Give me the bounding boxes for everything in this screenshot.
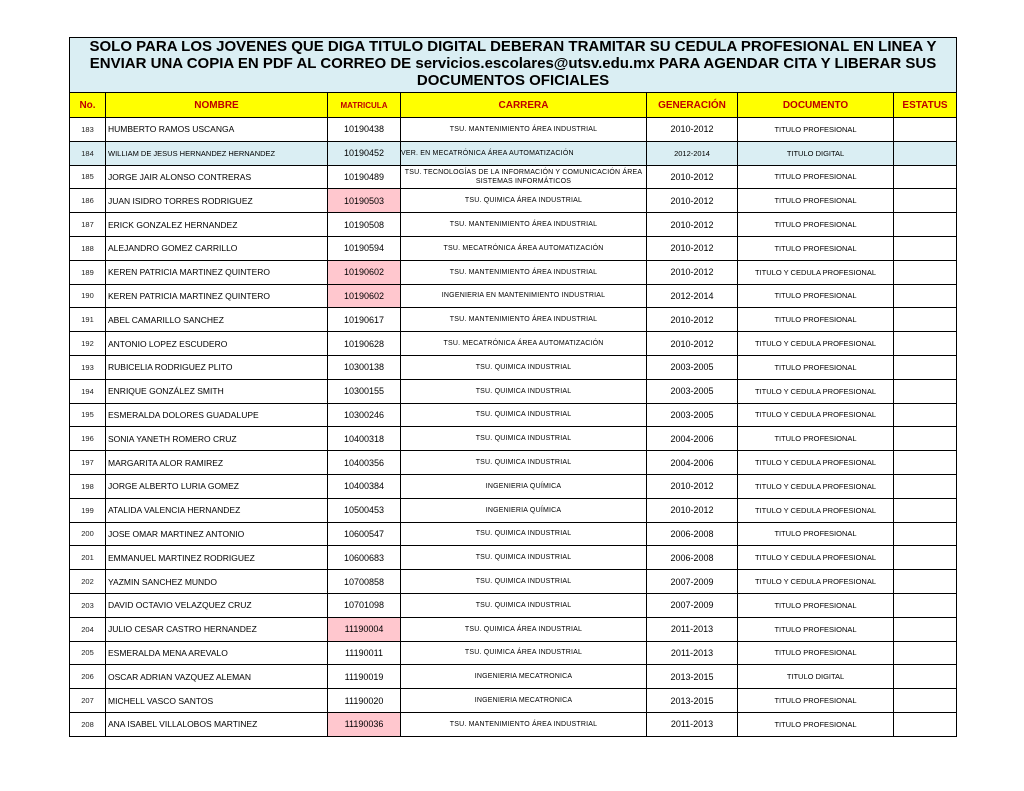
table-row [70,498,957,522]
generacion-cell[interactable]: 2012-2014 [647,141,738,165]
matricula-cell[interactable]: 10190489 [328,165,401,189]
documento-cell[interactable]: TITULO Y CEDULA PROFESIONAL [738,451,894,475]
carrera-cell[interactable]: INGENIERIA EN MANTENIMIENTO INDUSTRIAL [401,284,647,308]
col-header-generacion[interactable]: GENERACIÓN [647,93,738,118]
matricula-cell[interactable]: 10701098 [328,593,401,617]
estatus-cell[interactable] [894,546,957,570]
col-header-documento[interactable]: DOCUMENTO [738,93,894,118]
matricula-cell[interactable]: 10300138 [328,355,401,379]
estatus-cell[interactable] [894,522,957,546]
carrera-cell[interactable]: TSU. MANTENIMIENTO ÁREA INDUSTRIAL [401,213,647,237]
matricula-cell[interactable]: 10190438 [328,118,401,142]
generacion-cell[interactable]: 2013-2015 [647,689,738,713]
generacion-cell[interactable]: 2006-2008 [647,546,738,570]
row-number-cell[interactable]: 190 [70,284,106,308]
documento-cell[interactable]: TITULO PROFESIONAL [738,617,894,641]
row-number-cell[interactable]: 199 [70,498,106,522]
nombre-cell[interactable]: JORGE ALBERTO LURIA GOMEZ [106,474,328,498]
row-number-cell[interactable]: 194 [70,379,106,403]
row-number-cell[interactable]: 197 [70,451,106,475]
nombre-cell[interactable]: ESMERALDA MENA AREVALO [106,641,328,665]
table-row [70,236,957,260]
estatus-cell[interactable] [894,712,957,736]
matricula-cell[interactable]: 11190036 [328,712,401,736]
estatus-cell[interactable] [894,118,957,142]
documento-cell[interactable]: TITULO PROFESIONAL [738,189,894,213]
documento-cell[interactable]: TITULO PROFESIONAL [738,522,894,546]
row-number-cell[interactable]: 196 [70,427,106,451]
estatus-cell[interactable] [894,141,957,165]
nombre-cell[interactable]: KEREN PATRICIA MARTINEZ QUINTERO [106,260,328,284]
documento-cell[interactable]: TITULO PROFESIONAL [738,427,894,451]
nombre-cell[interactable]: KEREN PATRICIA MARTINEZ QUINTERO [106,284,328,308]
nombre-cell[interactable]: MICHELL VASCO SANTOS [106,689,328,713]
generacion-cell[interactable]: 2003-2005 [647,403,738,427]
nombre-cell[interactable]: OSCAR ADRIAN VAZQUEZ ALEMAN [106,665,328,689]
documento-cell[interactable]: TITULO Y CEDULA PROFESIONAL [738,570,894,594]
matricula-cell[interactable]: 10400384 [328,474,401,498]
carrera-cell[interactable]: TSU. QUIMICA INDUSTRIAL [401,522,647,546]
banner-row [70,38,957,93]
carrera-cell[interactable]: TSU. QUIMICA ÁREA INDUSTRIAL [401,189,647,213]
estatus-cell[interactable] [894,379,957,403]
row-number-cell[interactable]: 192 [70,332,106,356]
carrera-cell[interactable]: TSU. MANTENIMIENTO ÁREA INDUSTRIAL [401,118,647,142]
col-header-no[interactable]: No. [70,93,106,118]
table-row [70,427,957,451]
matricula-cell[interactable]: 10300246 [328,403,401,427]
row-number-cell[interactable]: 200 [70,522,106,546]
row-number-cell[interactable]: 189 [70,260,106,284]
estatus-cell[interactable] [894,689,957,713]
matricula-cell[interactable]: 10190617 [328,308,401,332]
row-number-cell[interactable]: 187 [70,213,106,237]
table-row [70,522,957,546]
row-number-cell[interactable]: 183 [70,118,106,142]
nombre-cell[interactable]: SONIA YANETH ROMERO CRUZ [106,427,328,451]
documento-cell[interactable]: TITULO PROFESIONAL [738,213,894,237]
generacion-cell[interactable]: 2007-2009 [647,570,738,594]
nombre-cell[interactable]: ENRIQUE GONZÁLEZ SMITH [106,379,328,403]
header-row [70,93,957,118]
row-number-cell[interactable]: 191 [70,308,106,332]
table-row [70,617,957,641]
nombre-cell[interactable]: ABEL CAMARILLO SANCHEZ [106,308,328,332]
matricula-cell[interactable]: 10190602 [328,284,401,308]
generacion-cell[interactable]: 2012-2014 [647,284,738,308]
estatus-cell[interactable] [894,332,957,356]
table-row [70,570,957,594]
estatus-cell[interactable] [894,641,957,665]
estatus-cell[interactable] [894,617,957,641]
generacion-cell[interactable]: 2004-2006 [647,451,738,475]
documento-cell[interactable]: TITULO PROFESIONAL [738,689,894,713]
documento-cell[interactable]: TITULO PROFESIONAL [738,165,894,189]
matricula-cell[interactable]: 11190004 [328,617,401,641]
row-number-cell[interactable]: 206 [70,665,106,689]
carrera-cell[interactable]: TSU. QUIMICA INDUSTRIAL [401,546,647,570]
estatus-cell[interactable] [894,308,957,332]
estatus-cell[interactable] [894,236,957,260]
estatus-cell[interactable] [894,570,957,594]
generacion-cell[interactable]: 2010-2012 [647,189,738,213]
table-row [70,474,957,498]
documento-cell[interactable]: TITULO PROFESIONAL [738,593,894,617]
generacion-cell[interactable]: 2013-2015 [647,665,738,689]
row-number-cell[interactable]: 203 [70,593,106,617]
table-row [70,308,957,332]
row-number-cell[interactable]: 185 [70,165,106,189]
generacion-cell[interactable]: 2010-2012 [647,308,738,332]
row-number-cell[interactable]: 184 [70,141,106,165]
estatus-cell[interactable] [894,213,957,237]
nombre-cell[interactable]: DAVID OCTAVIO VELAZQUEZ CRUZ [106,593,328,617]
nombre-cell[interactable]: ALEJANDRO GOMEZ CARRILLO [106,236,328,260]
generacion-cell[interactable]: 2011-2013 [647,617,738,641]
documento-cell[interactable]: TITULO PROFESIONAL [738,712,894,736]
documento-cell[interactable]: TITULO PROFESIONAL [738,641,894,665]
col-header-carrera[interactable]: CARRERA [401,93,647,118]
carrera-cell[interactable]: TSU. QUIMICA INDUSTRIAL [401,451,647,475]
estatus-cell[interactable] [894,665,957,689]
carrera-cell[interactable]: TSU. MANTENIMIENTO ÁREA INDUSTRIAL [401,260,647,284]
generacion-cell[interactable]: 2004-2006 [647,427,738,451]
generacion-cell[interactable]: 2006-2008 [647,522,738,546]
generacion-cell[interactable]: 2010-2012 [647,118,738,142]
nombre-cell[interactable]: JUAN ISIDRO TORRES RODRIGUEZ [106,189,328,213]
nombre-cell[interactable]: JULIO CESAR CASTRO HERNANDEZ [106,617,328,641]
table-body [70,118,957,737]
carrera-cell[interactable]: INGENIERIA MECATRONICA [401,689,647,713]
table-row [70,213,957,237]
carrera-cell[interactable]: TSU. QUIMICA ÁREA INDUSTRIAL [401,641,647,665]
nombre-cell[interactable]: HUMBERTO RAMOS USCANGA [106,118,328,142]
matricula-cell[interactable]: 11190020 [328,689,401,713]
carrera-cell[interactable]: TSU. QUIMICA INDUSTRIAL [401,427,647,451]
nombre-cell[interactable]: MARGARITA ALOR RAMIREZ [106,451,328,475]
nombre-cell[interactable]: ESMERALDA DOLORES GUADALUPE [106,403,328,427]
matricula-cell[interactable]: 10500453 [328,498,401,522]
matricula-cell[interactable]: 10400356 [328,451,401,475]
row-number-cell[interactable]: 204 [70,617,106,641]
notice-banner: SOLO PARA LOS JOVENES QUE DIGA TITULO DIGITAL DEBERAN TRAMITAR SU CEDULA PROFESIONAL EN LINEA Y ENVIAR UNA COPIA EN PDF AL CORREO DE servicios.escolares@utsv.edu.mx PARA AGENDAR CITA Y LIBERAR SUS DOCUMENTOS OFICIALES [70,38,957,93]
nombre-cell[interactable]: ANTONIO LOPEZ ESCUDERO [106,332,328,356]
nombre-cell[interactable]: YAZMIN SANCHEZ MUNDO [106,570,328,594]
matricula-cell[interactable]: 10190508 [328,213,401,237]
table-row [70,165,957,189]
documento-cell[interactable]: TITULO Y CEDULA PROFESIONAL [738,260,894,284]
table-row [70,141,957,165]
nombre-cell[interactable]: ATALIDA VALENCIA HERNANDEZ [106,498,328,522]
carrera-cell[interactable]: TSU. MECATRÓNICA ÁREA AUTOMATIZACIÓN [401,332,647,356]
documento-cell[interactable]: TITULO PROFESIONAL [738,118,894,142]
matricula-cell[interactable]: 10190594 [328,236,401,260]
table-row [70,403,957,427]
documento-cell[interactable]: TITULO DIGITAL [738,665,894,689]
estatus-cell[interactable] [894,427,957,451]
table-row [70,641,957,665]
row-number-cell[interactable]: 195 [70,403,106,427]
carrera-cell[interactable]: TSU. QUIMICA INDUSTRIAL [401,355,647,379]
table-row [70,332,957,356]
row-number-cell[interactable]: 193 [70,355,106,379]
spreadsheet-page [69,37,956,737]
documento-cell[interactable]: TITULO Y CEDULA PROFESIONAL [738,403,894,427]
matricula-cell[interactable]: 10190452 [328,141,401,165]
estatus-cell[interactable] [894,474,957,498]
generacion-cell[interactable]: 2010-2012 [647,260,738,284]
carrera-cell[interactable]: TSU. MANTENIMIENTO ÁREA INDUSTRIAL [401,712,647,736]
nombre-cell[interactable]: RUBICELIA RODRIGUEZ PLITO [106,355,328,379]
row-number-cell[interactable]: 208 [70,712,106,736]
carrera-cell[interactable]: TSU. TECNOLOGÍAS DE LA INFORMACIÓN Y COMUNICACIÓN ÁREA SISTEMAS INFORMÁTICOS [401,165,647,189]
row-number-cell[interactable]: 202 [70,570,106,594]
nombre-cell[interactable]: JORGE JAIR ALONSO CONTRERAS [106,165,328,189]
estatus-cell[interactable] [894,355,957,379]
documento-cell[interactable]: TITULO Y CEDULA PROFESIONAL [738,546,894,570]
documento-cell[interactable]: TITULO Y CEDULA PROFESIONAL [738,379,894,403]
generacion-cell[interactable]: 2007-2009 [647,593,738,617]
carrera-cell[interactable]: INGENIERIA QUÍMICA [401,498,647,522]
carrera-cell[interactable]: TSU. QUIMICA ÁREA INDUSTRIAL [401,617,647,641]
documento-cell[interactable]: TITULO PROFESIONAL [738,308,894,332]
estatus-cell[interactable] [894,498,957,522]
generacion-cell[interactable]: 2010-2012 [647,332,738,356]
matricula-cell[interactable]: 10700858 [328,570,401,594]
col-header-nombre[interactable]: NOMBRE [106,93,328,118]
row-number-cell[interactable]: 207 [70,689,106,713]
matricula-cell[interactable]: 10400318 [328,427,401,451]
table-row [70,593,957,617]
generacion-cell[interactable]: 2010-2012 [647,236,738,260]
estatus-cell[interactable] [894,189,957,213]
estatus-cell[interactable] [894,165,957,189]
estatus-cell[interactable] [894,451,957,475]
table-row [70,355,957,379]
estatus-cell[interactable] [894,593,957,617]
generacion-cell[interactable]: 2011-2013 [647,712,738,736]
row-number-cell[interactable]: 198 [70,474,106,498]
row-number-cell[interactable]: 205 [70,641,106,665]
documento-cell[interactable]: TITULO PROFESIONAL [738,236,894,260]
matricula-cell[interactable]: 10190602 [328,260,401,284]
generacion-cell[interactable]: 2010-2012 [647,498,738,522]
documento-cell[interactable]: TITULO Y CEDULA PROFESIONAL [738,498,894,522]
table-row [70,451,957,475]
carrera-cell[interactable]: TSU. MANTENIMIENTO ÁREA INDUSTRIAL [401,308,647,332]
generacion-cell[interactable]: 2010-2012 [647,474,738,498]
col-header-matricula[interactable]: MATRICULA [328,93,401,118]
col-header-estatus[interactable]: ESTATUS [894,93,957,118]
estatus-cell[interactable] [894,284,957,308]
matricula-cell[interactable]: 11190011 [328,641,401,665]
matricula-cell[interactable]: 10600683 [328,546,401,570]
estatus-cell[interactable] [894,403,957,427]
table-row [70,284,957,308]
table-row [70,546,957,570]
nombre-cell[interactable]: ANA ISABEL VILLALOBOS MARTINEZ [106,712,328,736]
carrera-cell[interactable]: TSU. QUIMICA INDUSTRIAL [401,403,647,427]
table-row [70,665,957,689]
carrera-cell[interactable]: TSU. QUIMICA INDUSTRIAL [401,593,647,617]
nombre-cell[interactable]: ERICK GONZALEZ HERNANDEZ [106,213,328,237]
students-table [69,37,957,737]
nombre-cell[interactable]: WILLIAM DE JESUS HERNANDEZ HERNANDEZ [106,141,328,165]
documento-cell[interactable]: TITULO PROFESIONAL [738,355,894,379]
documento-cell[interactable]: TITULO PROFESIONAL [738,284,894,308]
matricula-cell[interactable]: 10600547 [328,522,401,546]
table-row [70,712,957,736]
documento-cell[interactable]: TITULO Y CEDULA PROFESIONAL [738,332,894,356]
carrera-cell[interactable]: VER. EN MECATRÓNICA ÁREA AUTOMATIZACIÓN [401,141,647,165]
matricula-cell[interactable]: 10190628 [328,332,401,356]
generacion-cell[interactable]: 2011-2013 [647,641,738,665]
generacion-cell[interactable]: 2003-2005 [647,355,738,379]
matricula-cell[interactable]: 11190019 [328,665,401,689]
table-row [70,689,957,713]
generacion-cell[interactable]: 2003-2005 [647,379,738,403]
table-row [70,189,957,213]
generacion-cell[interactable]: 2010-2012 [647,165,738,189]
table-row [70,260,957,284]
carrera-cell[interactable]: TSU. QUIMICA INDUSTRIAL [401,379,647,403]
documento-cell[interactable]: TITULO DIGITAL [738,141,894,165]
matricula-cell[interactable]: 10190503 [328,189,401,213]
carrera-cell[interactable]: TSU. MECATRÓNICA ÁREA AUTOMATIZACIÓN [401,236,647,260]
table-row [70,379,957,403]
nombre-cell[interactable]: JOSE OMAR MARTINEZ ANTONIO [106,522,328,546]
row-number-cell[interactable]: 201 [70,546,106,570]
documento-cell[interactable]: TITULO Y CEDULA PROFESIONAL [738,474,894,498]
carrera-cell[interactable]: TSU. QUIMICA INDUSTRIAL [401,570,647,594]
row-number-cell[interactable]: 188 [70,236,106,260]
row-number-cell[interactable]: 186 [70,189,106,213]
table-row [70,118,957,142]
carrera-cell[interactable]: INGENIERIA MECATRONICA [401,665,647,689]
carrera-cell[interactable]: INGENIERIA QUÍMICA [401,474,647,498]
generacion-cell[interactable]: 2010-2012 [647,213,738,237]
nombre-cell[interactable]: EMMANUEL MARTINEZ RODRIGUEZ [106,546,328,570]
matricula-cell[interactable]: 10300155 [328,379,401,403]
estatus-cell[interactable] [894,260,957,284]
